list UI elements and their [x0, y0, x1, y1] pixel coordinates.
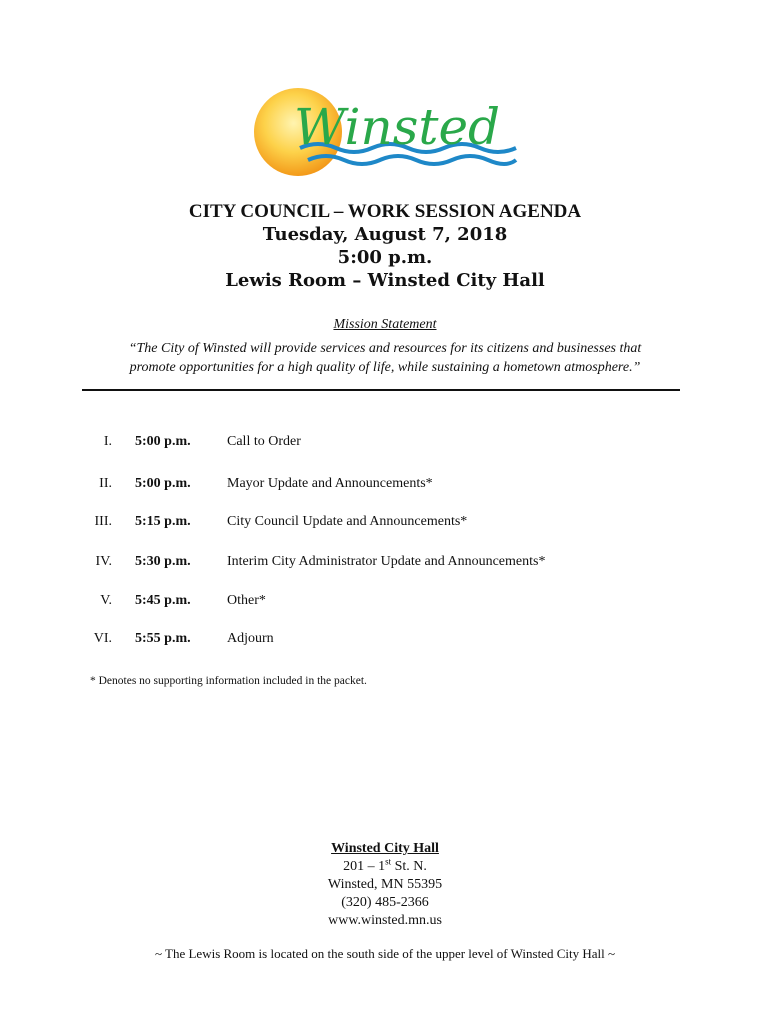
agenda-item-number: IV.	[95, 554, 112, 569]
agenda-item	[0, 593, 770, 613]
agenda-item-time: 5:45 p.m.	[135, 593, 191, 608]
mission-line-1: “The City of Winsted will provide services and resources for its citizens and businesses that	[128, 341, 642, 356]
meeting-location: Lewis Room – Winsted City Hall	[225, 270, 545, 291]
mission-title: Mission Statement	[333, 317, 437, 332]
city-hall-contact	[0, 840, 770, 930]
agenda-title: CITY COUNCIL – WORK SESSION AGENDA	[188, 201, 582, 222]
agenda-item	[0, 514, 770, 534]
agenda-item	[0, 476, 770, 496]
agenda-item-number: V.	[100, 593, 112, 608]
agenda-item-time: 5:00 p.m.	[135, 476, 191, 491]
agenda-item-number: III.	[94, 514, 112, 529]
street-address	[0, 858, 770, 876]
agenda-item-title: City Council Update and Announcements*	[227, 514, 468, 529]
agenda-item-time: 5:00 p.m.	[135, 434, 191, 449]
mission-line-2: promote opportunities for a high quality of life, while sustaining a hometown atmosphere.”	[129, 360, 641, 375]
address-part: St. N.	[391, 859, 427, 874]
agenda-item-title: Adjourn	[227, 631, 274, 646]
logo-text: Winsted	[294, 98, 501, 156]
agenda-item-title: Other*	[227, 593, 266, 608]
agenda-item	[0, 434, 770, 454]
agenda-item	[0, 554, 770, 574]
agenda-item-title: Call to Order	[227, 434, 301, 449]
city-state-zip: Winsted, MN 55395	[327, 877, 443, 892]
agenda-item-time: 5:55 p.m.	[135, 631, 191, 646]
address-part: 201 – 1	[343, 859, 386, 874]
phone-number: (320) 485-2366	[341, 895, 429, 910]
website-link[interactable]: www.winsted.mn.us	[328, 913, 442, 928]
meeting-time: 5:00 p.m.	[337, 247, 433, 268]
location-note: ~ The Lewis Room is located on the south side of the upper level of Winsted City Hall ~	[154, 946, 616, 961]
agenda-item-title: Interim City Administrator Update and Announcements*	[227, 554, 546, 569]
meeting-date: Tuesday, August 7, 2018	[262, 224, 508, 245]
city-hall-name: Winsted City Hall	[331, 841, 439, 856]
agenda-item-number: VI.	[93, 631, 112, 646]
agenda-item-number: I.	[103, 434, 112, 449]
agenda-item-title: Mayor Update and Announcements*	[227, 476, 433, 491]
ordinal-suffix: st	[385, 856, 392, 867]
agenda-item	[0, 631, 770, 651]
footnote: * Denotes no supporting information included in the packet.	[90, 675, 367, 687]
agenda-item-time: 5:30 p.m.	[135, 554, 191, 569]
agenda-item-time: 5:15 p.m.	[135, 514, 191, 529]
agenda-item-number: II.	[99, 476, 112, 491]
